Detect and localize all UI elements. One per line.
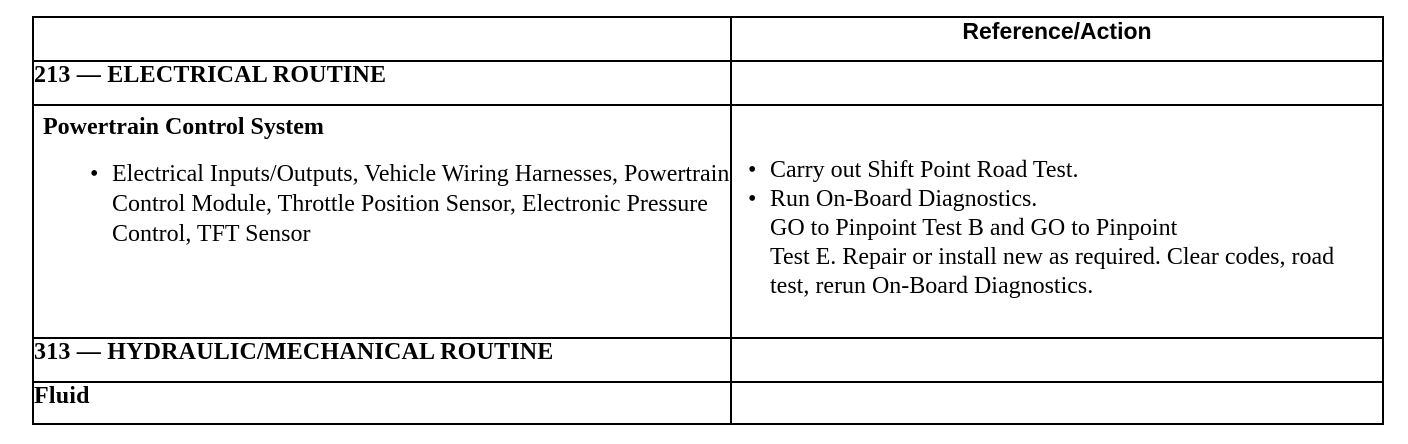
header-condition-cell: [33, 17, 731, 61]
diagnostic-table: [32, 16, 1384, 425]
action-list-item: [748, 156, 1374, 185]
action-list-item: [748, 185, 1374, 214]
condition-list: [34, 159, 730, 249]
action-text: Carry out Shift Point Road Test.: [770, 157, 1079, 183]
fluid-action-cell: [731, 382, 1383, 424]
bullet-icon: •: [748, 157, 757, 183]
electrical-routine-action-cell: [731, 61, 1383, 105]
powertrain-control-system-title: Powertrain Control System: [43, 114, 324, 140]
table-row: [33, 382, 1383, 424]
table-row: [33, 338, 1383, 382]
condition-list-item: • Electrical Inputs/Outputs, Vehicle Wiring Harnesses, Powertrain Control Module, Throttle Position Sensor, Electronic Pressure Control, TFT Sensor: [90, 159, 730, 249]
bullet-icon: •: [748, 186, 757, 212]
table-row: [33, 61, 1383, 105]
fluid-title: Fluid: [33, 382, 731, 424]
action-continuation: GO to Pinpoint Test B and GO to Pinpoint: [770, 215, 1178, 241]
action-continuation: Test E. Repair or install new as required. Clear codes, road test, rerun On-Board Diagnostics.: [770, 244, 1335, 299]
table-row: [33, 105, 1383, 338]
condition-cell: [33, 105, 731, 338]
header-reference-action: Reference/Action: [731, 17, 1383, 61]
reference-action-cell: [731, 105, 1383, 338]
electrical-routine-title: 213 — ELECTRICAL ROUTINE: [33, 61, 731, 105]
action-list: [732, 156, 1382, 301]
table-header-row: [33, 17, 1383, 61]
action-text: Run On-Board Diagnostics.: [770, 186, 1038, 212]
hydraulic-routine-action-cell: [731, 338, 1383, 382]
hydraulic-routine-title: 313 — HYDRAULIC/MECHANICAL ROUTINE: [33, 338, 731, 382]
